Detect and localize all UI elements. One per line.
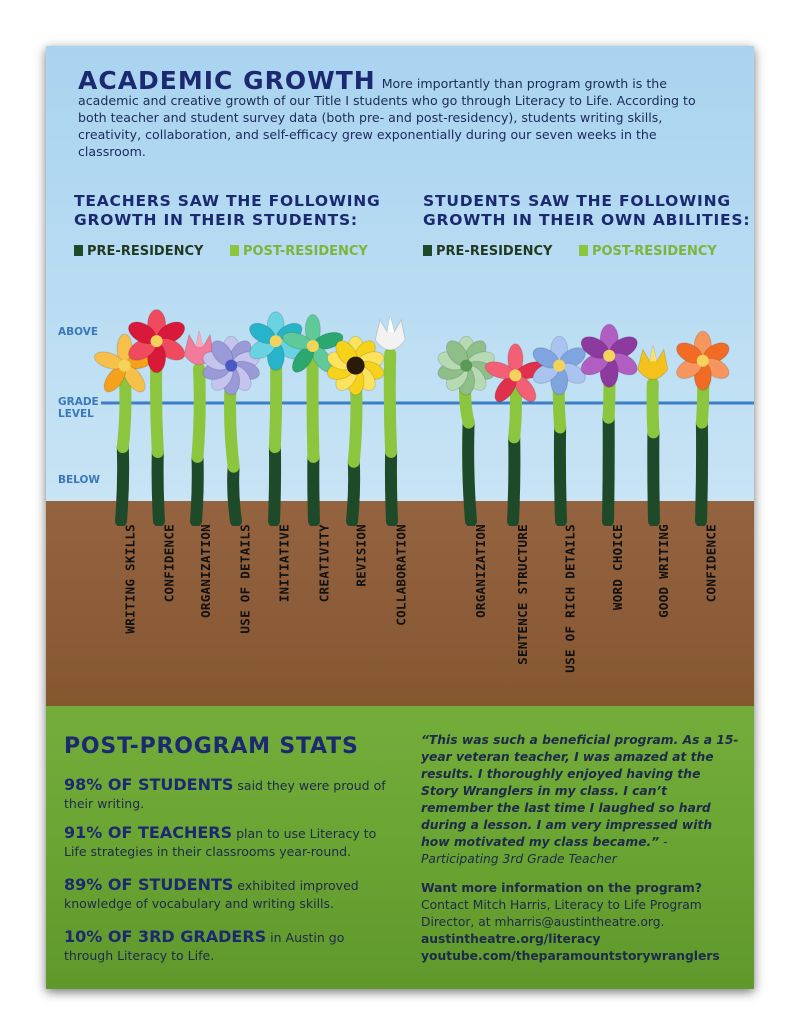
axis-label-grade-line1: GRADE [58, 396, 99, 408]
pre-residency-stem [121, 447, 123, 521]
category-label-text: INITIATIVE [276, 524, 291, 603]
pre-residency-stem [653, 432, 654, 521]
axis-label-above: ABOVE [58, 326, 99, 338]
category-label-text: CREATIVITY [316, 524, 331, 603]
intro-text: More importantly than program growth is the academic and creative growth of our Title I students who go through Literacy to Life. According to both teacher and student survey data (both pre- and post-residency), students writing skills, creativity, collaboration, and self-efficacy grew exponentially during our seven weeks in the classroom. [78, 76, 696, 159]
category-label-text: CONFIDENCE [703, 524, 718, 603]
category-label [256, 524, 291, 684]
pre-residency-stem [352, 462, 354, 521]
pre-residency-stem [274, 447, 275, 521]
pre-residency-stem [468, 423, 471, 521]
category-label-text: USE OF DETAILS [238, 524, 253, 634]
yellow-tulip-flower-icon [638, 345, 668, 379]
purple-rose-flower-icon [577, 324, 641, 387]
pre-residency-stem [608, 418, 609, 521]
stat-item [64, 824, 394, 861]
teacher-quote [421, 732, 739, 868]
category-label [141, 524, 176, 684]
pre-residency-stem [391, 452, 392, 521]
stat-text: said they were proud of their writing. [64, 778, 386, 811]
infographic-page [46, 46, 754, 989]
pre-residency-stem [560, 428, 561, 522]
orange-flower-flower-icon [673, 331, 732, 390]
white-tulip-flower-icon [375, 316, 405, 350]
teachers-heading-line1: TEACHERS SAW THE FOLLOWING [74, 192, 381, 210]
category-label [334, 524, 369, 684]
category-label-text: USE OF RICH DETAILS [563, 524, 578, 673]
info-heading: Want more information on the program? [421, 881, 702, 895]
stat-item [64, 928, 394, 965]
category-label [178, 524, 213, 684]
category-label [636, 524, 671, 684]
category-label-text: SENTENCE STRUCTURE [515, 524, 530, 665]
pre-residency-stem [196, 457, 198, 521]
stat-highlight: 89% OF STUDENTS [64, 875, 234, 894]
category-label [590, 524, 625, 684]
stat-text: in Austin go through Literacy to Life. [64, 930, 345, 963]
stats-title: POST-PROGRAM STATS [64, 734, 359, 759]
category-label-text: REVISION [354, 524, 369, 587]
more-info [421, 880, 739, 965]
stat-highlight: 91% OF TEACHERS [64, 823, 233, 842]
pre-residency-stem [233, 467, 236, 521]
category-label [453, 524, 488, 684]
category-label-text: WRITING SKILLS [123, 524, 138, 634]
info-link-youtube[interactable]: youtube.com/theparamountstorywranglers [421, 949, 720, 963]
flower-chart [46, 46, 754, 526]
stat-highlight: 10% OF 3RD GRADERS [64, 927, 267, 946]
axis-label-below: BELOW [58, 474, 100, 486]
category-label-text: WORD CHOICE [610, 524, 625, 611]
students-heading-line1: STUDENTS SAW THE FOLLOWING [423, 192, 731, 210]
category-label-text: ORGANIZATION [198, 524, 213, 618]
category-label [103, 524, 138, 684]
page-title: ACADEMIC GROWTH [78, 66, 376, 95]
post-residency-stem [653, 383, 654, 432]
pre-residency-stem [513, 437, 514, 521]
stat-item [64, 876, 394, 913]
legend-pre-label: PRE-RESIDENCY [87, 244, 204, 259]
pre-residency-stem [158, 452, 159, 521]
category-label [374, 524, 409, 684]
stat-item [64, 776, 394, 813]
stat-text: plan to use Literacy to Life strategies in their classrooms year-round. [64, 826, 377, 859]
legend-post-label: POST-RESIDENCY [591, 244, 717, 259]
axis-label-grade-line2: LEVEL [58, 408, 94, 420]
category-label [218, 524, 253, 684]
quote-text: “This was such a beneficial program. As a 15-year veteran teacher, I was amazed at the results. I thoroughly enjoyed having the Story Wranglers in my class. I can’t remember the last time I laughed so hard during a lesson. I am very impressed with how motivated my class became.” [421, 733, 739, 849]
post-residency-stem [514, 383, 516, 437]
category-label-text: GOOD WRITING [656, 524, 671, 618]
pre-residency-stem [313, 457, 314, 521]
info-link-website[interactable]: austintheatre.org/literacy [421, 932, 601, 946]
category-label-text: COLLABORATION [394, 524, 409, 626]
stat-text: exhibited improved knowledge of vocabulary and writing skills. [64, 878, 359, 911]
legend-post-label: POST-RESIDENCY [242, 244, 368, 259]
teachers-heading-line2: GROWTH IN THEIR STUDENTS: [74, 211, 358, 229]
post-residency-stem [198, 369, 200, 457]
pre-residency-stem [701, 423, 702, 521]
category-label [495, 524, 530, 684]
post-residency-stem [123, 374, 126, 448]
stat-highlight: 98% OF STUDENTS [64, 775, 234, 794]
legend-pre-label: PRE-RESIDENCY [436, 244, 553, 259]
category-label-text: ORGANIZATION [473, 524, 488, 618]
post-residency-stem [390, 354, 391, 452]
post-residency-stem [313, 354, 314, 457]
category-label [543, 524, 578, 684]
students-heading-line2: GROWTH IN THEIR OWN ABILITIES: [423, 211, 751, 229]
category-label-text: CONFIDENCE [161, 524, 176, 603]
info-contact: Contact Mitch Harris, Literacy to Life Program Director, at mharris@austintheatre.org. [421, 898, 702, 929]
category-label [683, 524, 718, 684]
quote-attribution: -Participating 3rd Grade Teacher [421, 835, 668, 866]
category-label [296, 524, 331, 684]
